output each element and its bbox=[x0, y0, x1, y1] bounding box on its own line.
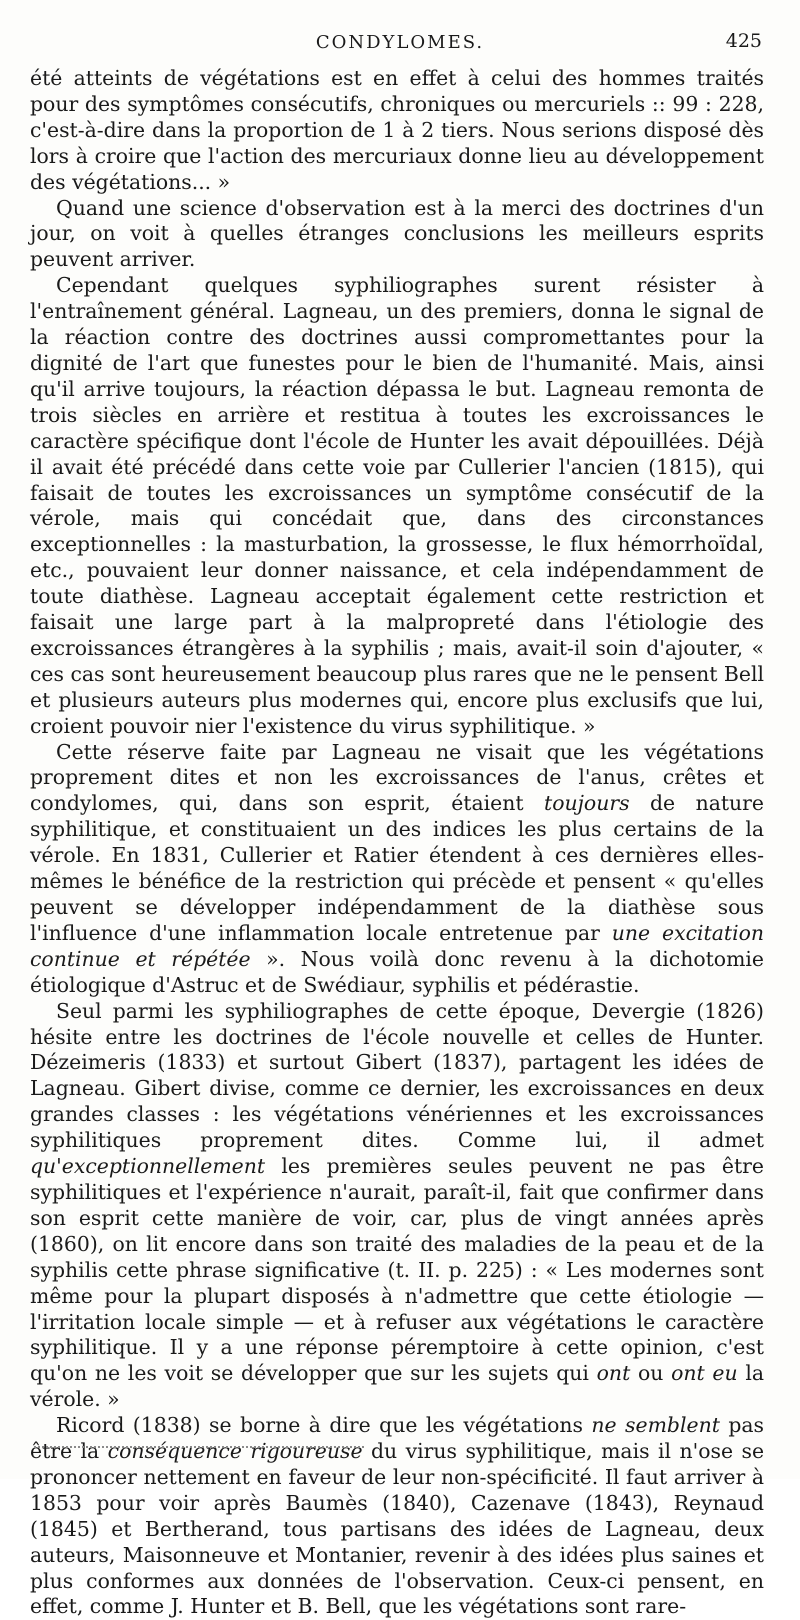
paragraph bbox=[30, 740, 764, 999]
text-run: la vérole. » bbox=[30, 1361, 764, 1412]
paragraph bbox=[30, 196, 764, 274]
italic-text: toujours bbox=[544, 791, 630, 816]
text-run: de nature syphilitique, et constituaient un des indices les plus certains de la vérole. En 1831, Cullerier et Ratier étendent à ces dernières elles-mêmes le bénéfice de la restriction qui précède et pensent « qu'elles peuvent se développer indépendamment de la diathèse sous l'influence d'une inflammation locale entretenue par bbox=[30, 791, 765, 945]
running-head bbox=[30, 30, 770, 60]
text-run: pas être la bbox=[30, 1413, 765, 1464]
text-run: Quand une science d'observation est à la merci des doctrines d'un jour, on voit à quelles étranges conclusions les meilleurs esprits peuvent arriver. bbox=[30, 195, 764, 272]
italic-text: ont bbox=[596, 1361, 631, 1386]
paragraph bbox=[30, 1413, 764, 1620]
italic-text: conséquence rigoureuse bbox=[107, 1439, 363, 1464]
italic-text: ont eu bbox=[671, 1361, 738, 1386]
text-run: ». Nous voilà donc revenu à la dichotomie étiologique d'Astruc et de Swédiaur, syphilis et pédérastie. bbox=[30, 946, 764, 997]
text-run: été atteints de végétations est en effet à celui des hommes traités pour des symptômes consécutifs, chroniques ou mercuriels :: 99 : 228, c'est-à-dire dans la proportion de 1 à 2 tiers. Nous serions disposé dès lors à croire que l'action des mercuriaux donne lieu au développement des végétations... » bbox=[30, 66, 764, 194]
italic-text: qu'exceptionnellement bbox=[30, 1154, 266, 1179]
running-title: CONDYLOMES. bbox=[315, 32, 485, 53]
paragraph bbox=[30, 999, 764, 1414]
text-run: Cette réserve faite par Lagneau ne visait que les végétations proprement dites et non les excroissances de l'anus, crêtes et condylomes, qui, dans son esprit, étaient bbox=[30, 739, 764, 816]
text-run: Cependant quelques syphiliographes surent résister à l'entraînement général. Lagneau, un des premiers, donna le signal de la réaction contre des doctrines aussi compromettantes pour la dignité de l'art que funestes pour le bien de l'humanité. Mais, ainsi qu'il arrive toujours, la réaction dépassa le but. Lagneau remonta de trois siècles en arrière et restitua à toutes les excroissances le caractère spécifique dont l'école de Hunter les avait dépouillées. Déjà il avait été précédé dans cette voie par Cullerier l'ancien (1815), qui faisait de toutes les excroissances un symptôme consécutif de la vérole, mais qui concédait que, dans des circonstances exceptionnelles : la masturbation, la grossesse, le flux hémorrhoïdal, etc., pouvaient leur donner naissance, et cela indépendamment de toute diathèse. Lagneau acceptait également cette restriction et faisait une large part à la malpropreté dans l'étiologie des excroissances étrangères à la syphilis ; mais, avait-il soin d'ajouter, « ces cas sont heureusement beaucoup plus rares que ne le pensent Bell et plusieurs auteurs plus modernes qui, encore plus exclusifs que lui, croient pouvoir nier l'existence du virus syphilitique. » bbox=[30, 273, 764, 738]
text-run: ou bbox=[630, 1361, 672, 1386]
italic-text: ne semblent bbox=[591, 1413, 720, 1438]
italic-text: une excitation continue et répétée bbox=[30, 920, 764, 971]
paragraph bbox=[30, 273, 764, 739]
footer-dotted-rule bbox=[34, 1446, 364, 1448]
text-run: du virus syphilitique, mais il n'ose se prononcer nettement en faveur de leur non-spécificité. Il faut arriver à 1853 pour voir après Baumès (1840), Cazenave (1843), Reynaud (1845) et Bertherand, tous partisans des idées de Lagneau, deux auteurs, Maisonneuve et Montanier, revenir à des idées plus saines et plus conformes aux données de l'observation. Ceux-ci pensent, en effet, comme J. Hunter et B. Bell, que les végétations sont rare- bbox=[30, 1439, 765, 1619]
page-number: 425 bbox=[725, 30, 762, 52]
body-text bbox=[30, 66, 764, 1620]
text-run: Ricord (1838) se borne à dire que les végétations bbox=[56, 1413, 592, 1438]
text-run: Seul parmi les syphiliographes de cette époque, Devergie (1826) hésite entre les doctrines de l'école nouvelle et celles de Hunter. Dézeimeris (1833) et surtout Gibert (1837), partagent les idées de Lagneau. Gibert divise, comme ce dernier, les excroissances en deux grandes classes : les végétations vénériennes et les excroissances syphilitiques proprement dites. Comme lui, il admet bbox=[30, 998, 764, 1153]
text-run: les premières seules peuvent ne pas être syphilitiques et l'expérience n'aurait, paraît-il, fait que confirmer dans son esprit cette manière de voir, car, plus de vingt années après (1860), on lit encore dans son traité des maladies de la peau et de la syphilis cette phrase significative (t. II. p. 225) : « Les modernes sont même pour la plupart disposés à n'admettre que cette étiologie — l'irritation locale simple — et à refuser aux végétations le caractère syphilitique. Il y a une réponse péremptoire à cette opinion, c'est qu'on ne les voit se développer que sur les sujets qui bbox=[30, 1154, 764, 1386]
paragraph bbox=[30, 66, 764, 196]
